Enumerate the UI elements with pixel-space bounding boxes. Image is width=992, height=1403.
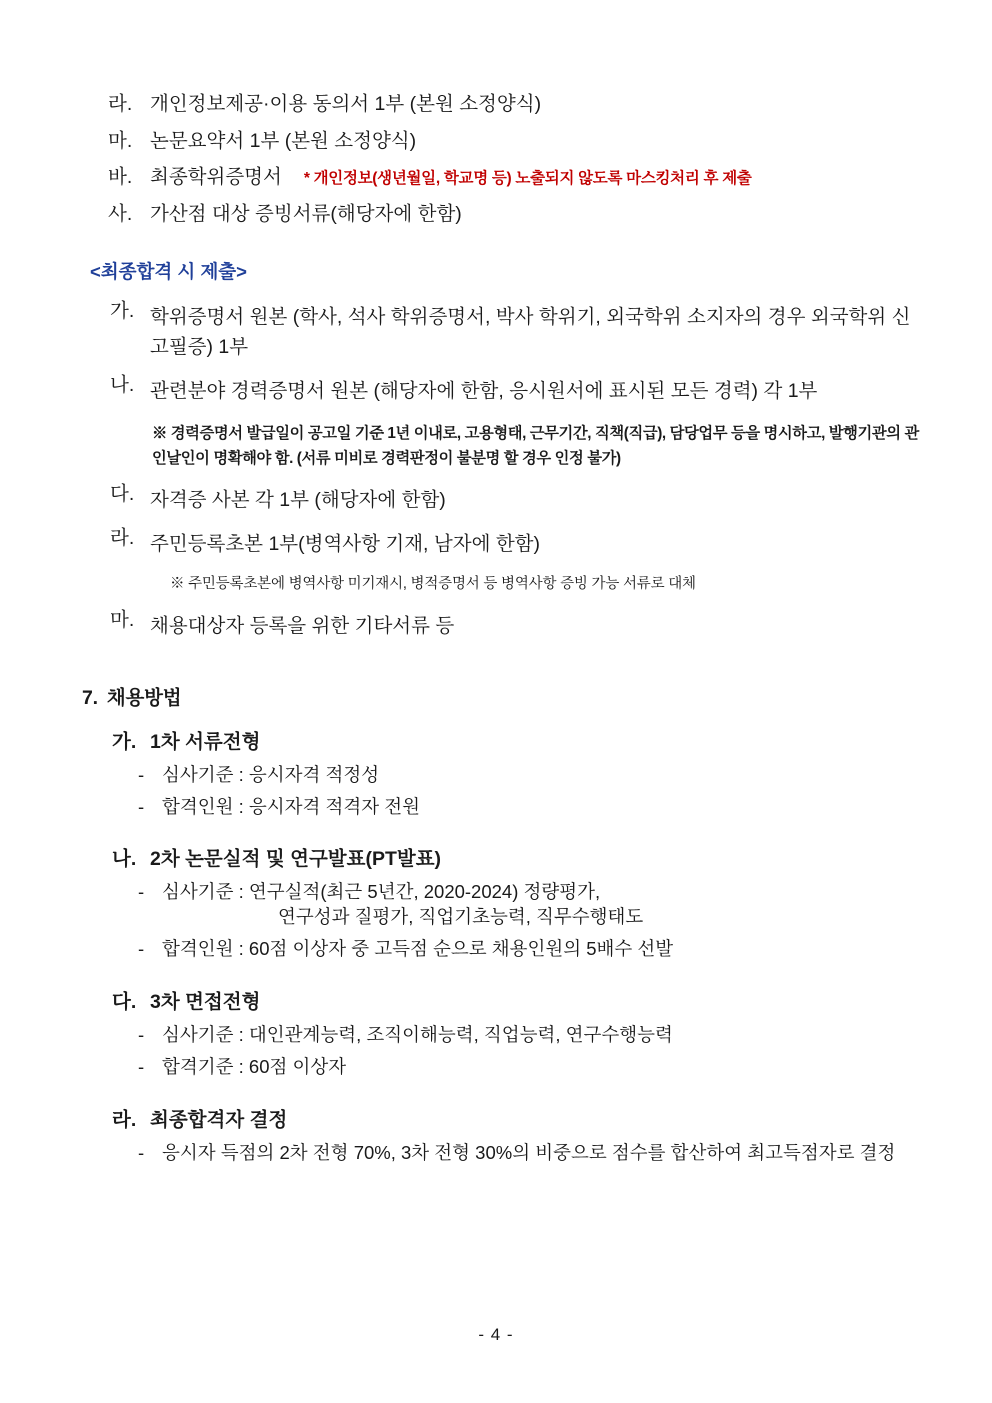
submission-list-continued	[108, 95, 922, 224]
dash-marker: -	[138, 881, 145, 903]
military-service-note: ※ 주민등록초본에 병역사항 미기재시, 병적증명서 등 병역사항 증빙 가능 서류로 대체	[170, 575, 696, 592]
list-marker: 사.	[108, 202, 133, 225]
dash-marker: -	[138, 1142, 145, 1164]
section-number: 7.	[82, 686, 98, 709]
list-marker: 가.	[110, 300, 135, 322]
method-line	[138, 1055, 922, 1080]
list-marker: 나.	[110, 374, 135, 397]
method-line-text-main: 심사기준 : 연구실적(최근 5년간, 2020-2024) 정량평가,	[162, 881, 601, 903]
section-heading-recruitment	[82, 682, 922, 710]
list-item	[108, 129, 922, 152]
list-text	[150, 168, 922, 188]
method-title	[112, 1104, 922, 1132]
method-line-text: 합격기준 : 60점 이상자	[162, 1056, 347, 1078]
final-submission-list	[110, 302, 922, 642]
list-item	[110, 485, 922, 515]
method-title-text: 최종합격자 결정	[150, 1109, 288, 1132]
list-text: 가산점 대상 증빙서류(해당자에 한함)	[150, 202, 462, 225]
dash-marker: -	[138, 1056, 145, 1078]
list-item	[108, 202, 922, 225]
final-submission-heading: <최종합격 시 제출>	[90, 261, 247, 282]
method-line	[138, 1023, 922, 1048]
method-line	[138, 795, 922, 820]
list-marker: 라.	[110, 527, 135, 550]
method-block-final-decision	[112, 1104, 922, 1166]
method-line	[138, 1141, 922, 1166]
method-marker: 다.	[112, 991, 137, 1014]
dash-marker: -	[138, 763, 145, 785]
method-marker: 가.	[112, 730, 137, 753]
method-line-text: 합격인원 : 응시자격 적격자 전원	[162, 795, 421, 817]
method-line	[138, 880, 922, 930]
list-text: 자격증 사본 각 1부 (해당자에 한함)	[150, 489, 446, 512]
method-title-text: 1차 서류전형	[150, 730, 261, 753]
list-text: 학위증명서 원본 (학사, 석사 학위증명서, 박사 학위기, 외국학위 소지자의 경우 외국학위 신고필증) 1부	[150, 306, 911, 359]
method-title-text: 3차 면접전형	[150, 991, 261, 1014]
method-marker: 라.	[112, 1109, 137, 1132]
dash-marker: -	[138, 795, 145, 817]
list-item	[110, 611, 922, 641]
list-item	[108, 168, 922, 188]
method-line-text: 심사기준 : 응시자격 적정성	[162, 763, 380, 785]
list-text: 채용대상자 등록을 위한 기타서류 등	[150, 615, 455, 638]
list-marker: 라.	[108, 93, 133, 115]
method-block-interview	[112, 986, 922, 1080]
method-line	[138, 763, 922, 788]
method-line-text	[162, 880, 922, 930]
page-number: - 4 -	[478, 1325, 514, 1344]
method-block-paper-presentation	[112, 843, 922, 962]
list-text: 관련분야 경력증명서 원본 (해당자에 한함, 응시원서에 표시된 모든 경력) 각 1부	[150, 380, 818, 403]
list-text: 주민등록초본 1부(병역사항 기재, 남자에 한함)	[150, 533, 540, 556]
career-certificate-note: ※ 경력증명서 발급일이 공고일 기준 1년 이내로, 고용형태, 근무기간, 직책(직급), 담당업무 등을 명시하고, 발행기관의 관인날인이 명확해야 함. (서류 미비로 경력판정이 불분명 할 경우 인정 불가)	[152, 424, 919, 467]
method-line-text: 응시자 득점의 2차 전형 70%, 3차 전형 30%의 비중으로 점수를 합산하여 최고득점자로 결정	[162, 1142, 896, 1164]
list-marker: 마.	[108, 129, 133, 152]
list-marker: 바.	[108, 166, 133, 188]
dash-marker: -	[138, 938, 145, 960]
method-title-text: 2차 논문실적 및 연구발표(PT발표)	[150, 848, 442, 871]
method-line-text: 심사기준 : 대인관계능력, 조직이해능력, 직업능력, 연구수행능력	[162, 1024, 673, 1046]
list-item	[108, 95, 922, 115]
method-title	[112, 986, 922, 1014]
list-item	[110, 529, 922, 559]
method-title	[112, 843, 922, 871]
list-text-main: 최종학위증명서	[150, 166, 282, 188]
section-title: 채용방법	[106, 686, 182, 709]
list-marker: 다.	[110, 483, 135, 506]
dash-marker: -	[138, 1024, 145, 1046]
method-marker: 나.	[112, 848, 137, 871]
method-title	[112, 726, 922, 754]
masking-note: * 개인정보(생년월일, 학교명 등) 노출되지 않도록 마스킹처리 후 제출	[303, 170, 752, 187]
list-text: 개인정보제공·이용 동의서 1부 (본원 소정양식)	[150, 93, 542, 115]
list-text: 논문요약서 1부 (본원 소정양식)	[150, 129, 417, 152]
method-line-text: 합격인원 : 60점 이상자 중 고득점 순으로 채용인원의 5배수 선발	[162, 938, 674, 960]
method-line-text-cont: 연구성과 질평가, 직업기초능력, 직무수행태도	[278, 906, 644, 928]
list-marker: 마.	[110, 609, 135, 632]
method-line	[138, 937, 922, 962]
method-block-document-screening	[112, 726, 922, 820]
list-item	[110, 302, 922, 362]
list-item	[110, 376, 922, 406]
